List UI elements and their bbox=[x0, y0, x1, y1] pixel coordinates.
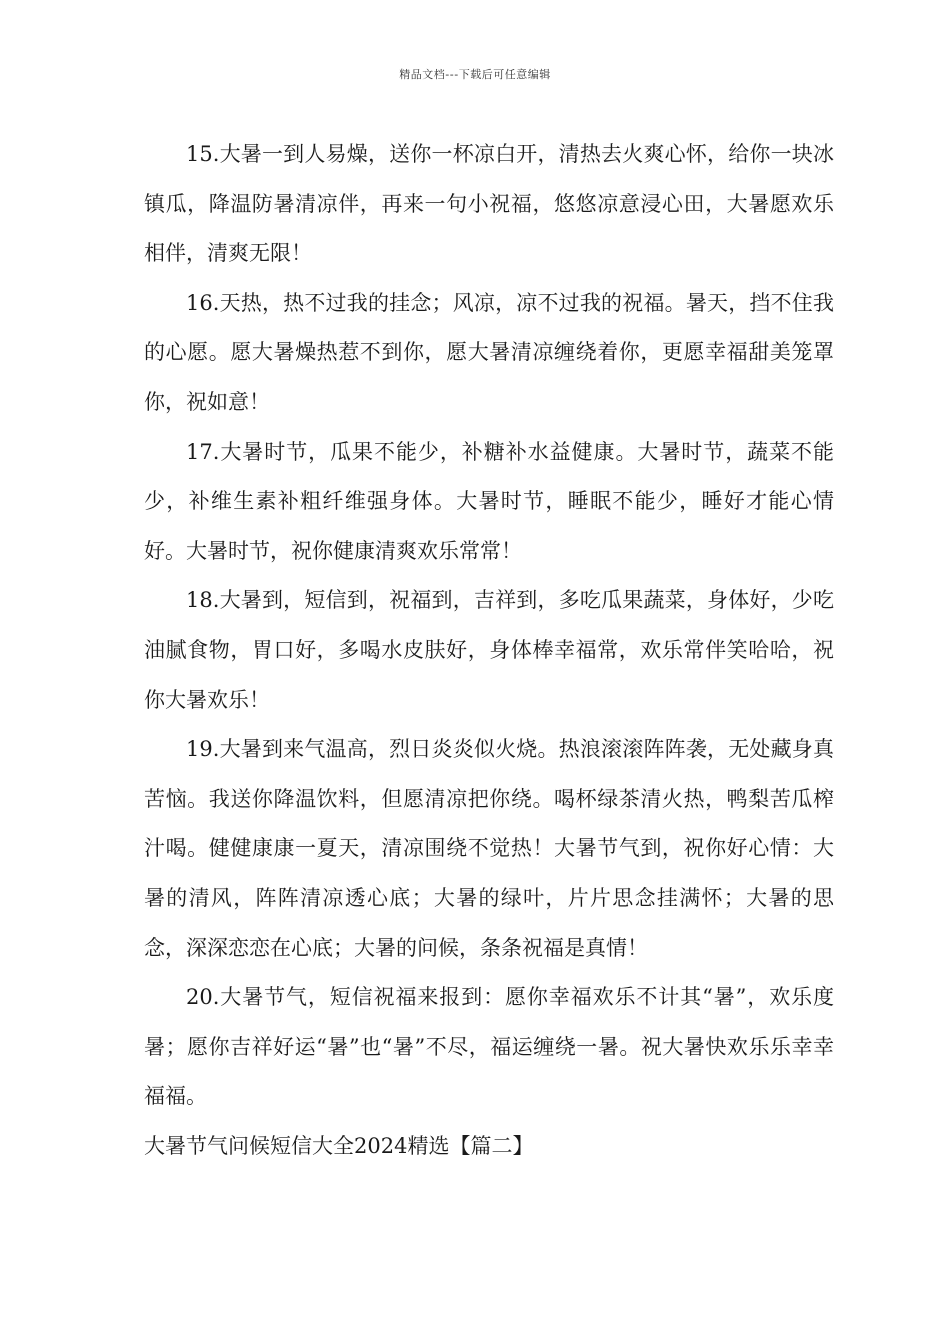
page-header: 精品文档---下载后可任意编辑 bbox=[399, 68, 551, 81]
paragraph-16: 16.天热，热不过我的挂念；风凉，凉不过我的祝福。暑天，挡不住我的心愿。愿大暑燥热惹不到你，愿大暑清凉缠绕着你，更愿幸福甜美笼罩你，祝如意！ bbox=[144, 290, 834, 414]
paragraph-15: 15.大暑一到人易燥，送你一杯凉白开，清热去火爽心怀，给你一块冰镇瓜，降温防暑清凉伴，再来一句小祝福，悠悠凉意浸心田，大暑愿欢乐相伴，清爽无限！ bbox=[144, 142, 834, 266]
paragraph-17: 17.大暑时节，瓜果不能少，补糖补水益健康。大暑时节，蔬菜不能少，补维生素补粗纤维强身体。大暑时节，睡眠不能少，睡好才能心情好。大暑时节，祝你健康清爽欢乐常常！ bbox=[144, 439, 834, 563]
section-heading: 大暑节气问候短信大全2024精选【篇二】 bbox=[144, 1133, 534, 1158]
paragraph-19: 19.大暑到来气温高，烈日炎炎似火烧。热浪滚滚阵阵袭，无处藏身真苦恼。我送你降温饮料，但愿清凉把你绕。喝杯绿茶清火热，鸭梨苦瓜榨汁喝。健健康康一夏天，清凉围绕不觉热！大暑节气到，祝你好心情：大暑的清风，阵阵清凉透心底；大暑的绿叶，片片思念挂满怀；大暑的思念，深深恋恋在心底；大暑的问候，条条祝福是真情！ bbox=[144, 737, 834, 960]
paragraph-18: 18.大暑到，短信到，祝福到，吉祥到，多吃瓜果蔬菜，身体好，少吃油腻食物，胃口好，多喝水皮肤好，身体棒幸福常，欢乐常伴笑哈哈，祝你大暑欢乐！ bbox=[144, 588, 834, 712]
document-body bbox=[144, 130, 834, 1171]
paragraph-20: 20.大暑节气，短信祝福来报到：愿你幸福欢乐不计其“暑”，欢乐度暑；愿你吉祥好运“暑”也“暑”不尽，福运缠绕一暑。祝大暑快欢乐乐幸幸福福。 bbox=[144, 985, 834, 1109]
